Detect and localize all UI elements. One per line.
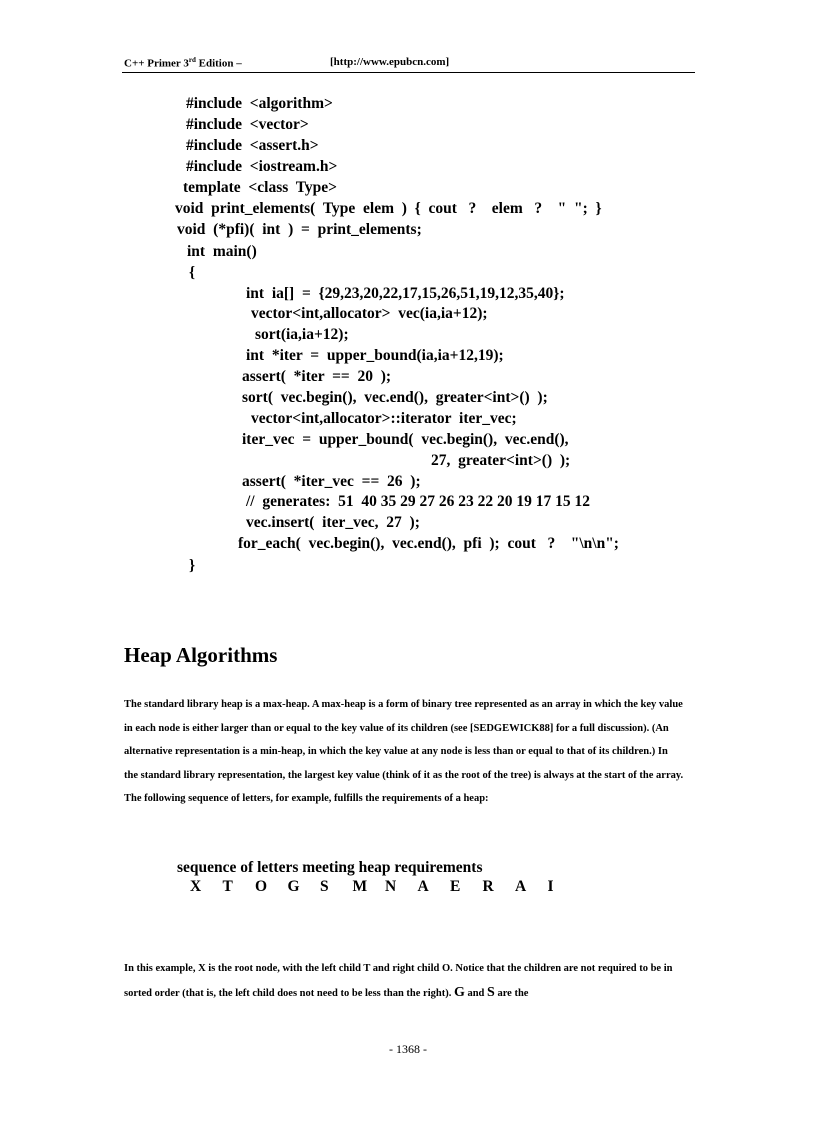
code-line: sort(ia,ia+12); (255, 326, 349, 343)
code-line: int main() (187, 243, 257, 260)
heap-letter: G (287, 878, 300, 895)
heap-letter: E (450, 878, 461, 895)
heap-letter: A (417, 878, 429, 895)
paragraph-heap-example (124, 957, 684, 1005)
code-line: } (189, 557, 196, 574)
header-url: [http://www.epubcn.com] (330, 56, 450, 68)
letter-g: G (453, 984, 465, 1000)
code-line: vector<int,allocator> vec(ia,ia+12); (251, 305, 488, 322)
paragraph-tail: are the (494, 987, 529, 999)
code-line: assert( *iter == 20 ); (242, 368, 392, 385)
code-line: #include <algorithm> (186, 95, 333, 112)
book-title: C++ Primer 3rd Edition – (124, 56, 242, 70)
letter-s: S (487, 984, 495, 1000)
code-line: void print_elements( Type elem ) { cout ? elem ? " "; } (175, 200, 602, 217)
code-line: void (*pfi)( int ) = print_elements; (177, 221, 422, 238)
code-line: int *iter = upper_bound(ia,ia+12,19); (246, 347, 504, 364)
code-line: // generates: 51 40 35 29 27 26 23 22 20 19 17 15 12 (246, 493, 590, 510)
header-rule (122, 72, 695, 73)
code-line: sort( vec.begin(), vec.end(), greater<int>() ); (242, 389, 548, 406)
code-line: { (189, 264, 196, 281)
heap-letter: M (352, 878, 368, 895)
section-title: Heap Algorithms (124, 643, 278, 667)
heap-letter: N (385, 878, 397, 895)
heap-letter-sequence (190, 878, 580, 898)
code-line: #include <iostream.h> (186, 158, 338, 175)
code-line: int ia[] = {29,23,20,22,17,15,26,51,19,12,35,40}; (246, 285, 565, 302)
code-line: vec.insert( iter_vec, 27 ); (246, 514, 420, 531)
heap-letter: O (255, 878, 268, 895)
code-line: vector<int,allocator>::iterator iter_vec; (251, 410, 517, 427)
paragraph-text: In this example, X is the root node, with the left child T and right child O. Notice that the children are not required to be in sorted order (that is, the left child does not need to be less than the right). (124, 963, 673, 999)
paragraph-heap-intro: The standard library heap is a max-heap. A max-heap is a form of binary tree represented as an array in which the key value in each node is either larger than or equal to the key value of its children (see [SEDGEWICK88] for a full discussion). (An alternative representation is a min-heap, in which the key value at any node is less than or equal to that of its children.) In the standard library representation, the largest key value (think of it as the root of the tree) is always at the start of the array. The following sequence of letters, for example, fulfills the requirements of a heap: (124, 699, 684, 804)
code-line: template <class Type> (183, 179, 337, 196)
code-line: for_each( vec.begin(), vec.end(), pfi ); cout ? "\n\n"; (238, 535, 619, 552)
code-line: #include <vector> (186, 116, 309, 133)
heap-letter: A (515, 878, 527, 895)
code-line: assert( *iter_vec == 26 ); (242, 473, 421, 490)
heap-letter: T (222, 878, 233, 895)
heap-letter: X (190, 878, 202, 895)
heap-letter: S (320, 878, 329, 895)
code-line: iter_vec = upper_bound( vec.begin(), vec.end(), (242, 431, 569, 448)
heap-example-title: sequence of letters meeting heap requirements (177, 859, 483, 876)
and-word: and (464, 987, 488, 999)
code-line: #include <assert.h> (186, 137, 319, 154)
code-line: 27, greater<int>() ); (431, 452, 571, 469)
heap-letter: R (482, 878, 494, 895)
page-number: - 1368 - (389, 1042, 427, 1056)
heap-letter: I (547, 878, 554, 895)
